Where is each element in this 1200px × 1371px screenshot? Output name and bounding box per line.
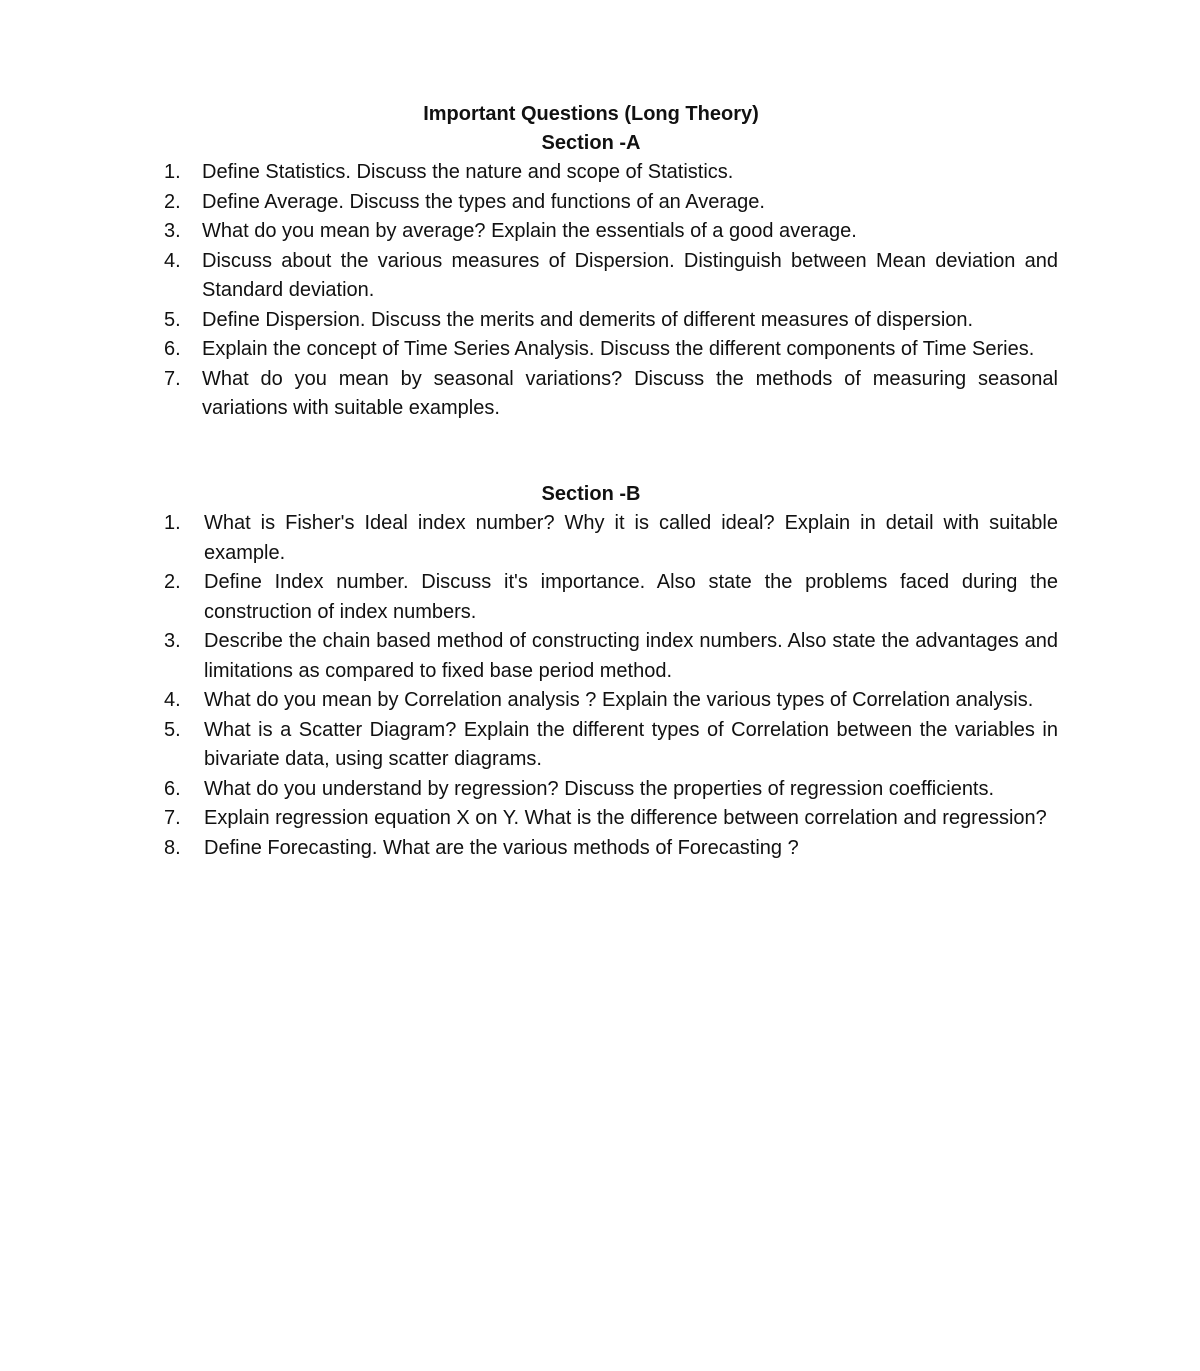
- question-number: 5.: [164, 308, 181, 331]
- question-number: 6.: [164, 777, 181, 800]
- question-item: [0, 188, 1058, 218]
- document-title: Important Questions (Long Theory): [423, 103, 759, 125]
- question-number: 8.: [164, 836, 181, 859]
- question-item: [0, 306, 1058, 336]
- question-text: What do you mean by average? Explain the essentials of a good average.: [202, 220, 857, 242]
- question-item: [0, 686, 1058, 716]
- question-item: [0, 804, 1058, 834]
- question-item: [0, 509, 1058, 568]
- question-text: Define Dispersion. Discuss the merits and demerits of different measures of dispersion.: [202, 308, 974, 331]
- question-number: 2.: [164, 571, 181, 593]
- question-text: Explain regression equation X on Y. What is the difference between correlation and regression?: [204, 807, 1047, 829]
- question-item: [0, 217, 1058, 247]
- section-b-heading: Section -B: [541, 483, 641, 505]
- section-a-question-list: [0, 158, 1200, 424]
- question-item: [0, 568, 1058, 627]
- question-text: Define Average. Discuss the types and functions of an Average.: [202, 190, 765, 213]
- question-text: Describe the chain based method of constructing index numbers. Also state the advantages and limitations as compared to fixed base period method.: [204, 630, 1058, 682]
- question-number: 3.: [164, 630, 181, 652]
- question-text: What is a Scatter Diagram? Explain the different types of Correlation between the variables in bivariate data, using scatter diagrams.: [204, 718, 1058, 770]
- question-item: [0, 365, 1058, 424]
- question-item: [0, 834, 1058, 864]
- question-text: What do you understand by regression? Discuss the properties of regression coefficients.: [204, 777, 995, 800]
- question-number: 3.: [164, 220, 181, 242]
- question-text: Define Forecasting. What are the various methods of Forecasting ?: [204, 836, 799, 859]
- section-b-question-list: [0, 509, 1200, 863]
- question-text: Discuss about the various measures of Dispersion. Distinguish between Mean deviation and Standard deviation.: [202, 249, 1058, 301]
- question-item: [0, 775, 1058, 805]
- question-text: Define Statistics. Discuss the nature and scope of Statistics.: [202, 161, 734, 183]
- question-text: Explain the concept of Time Series Analysis. Discuss the different components of Time Series.: [202, 338, 1035, 360]
- question-number: 6.: [164, 338, 181, 360]
- question-number: 2.: [164, 190, 181, 213]
- question-text: What is Fisher's Ideal index number? Why it is called ideal? Explain in detail with suitable example.: [204, 512, 1058, 564]
- question-number: 7.: [164, 807, 181, 829]
- question-item: [0, 158, 1058, 188]
- question-item: [0, 627, 1058, 686]
- question-number: 1.: [164, 512, 181, 534]
- question-number: 1.: [164, 161, 181, 183]
- question-number: 5.: [164, 718, 181, 741]
- question-text: What do you mean by seasonal variations? Discuss the methods of measuring seasonal variations with suitable examples.: [202, 367, 1058, 419]
- question-item: [0, 335, 1058, 365]
- question-number: 7.: [164, 367, 181, 390]
- question-text: Define Index number. Discuss it's importance. Also state the problems faced during the construction of index numbers.: [204, 571, 1058, 623]
- question-text: What do you mean by Correlation analysis ? Explain the various types of Correlation analysis.: [204, 689, 1034, 711]
- section-a-heading: Section -A: [541, 132, 641, 154]
- question-item: [0, 716, 1058, 775]
- question-number: 4.: [164, 689, 181, 711]
- question-number: 4.: [164, 249, 181, 272]
- question-item: [0, 247, 1058, 306]
